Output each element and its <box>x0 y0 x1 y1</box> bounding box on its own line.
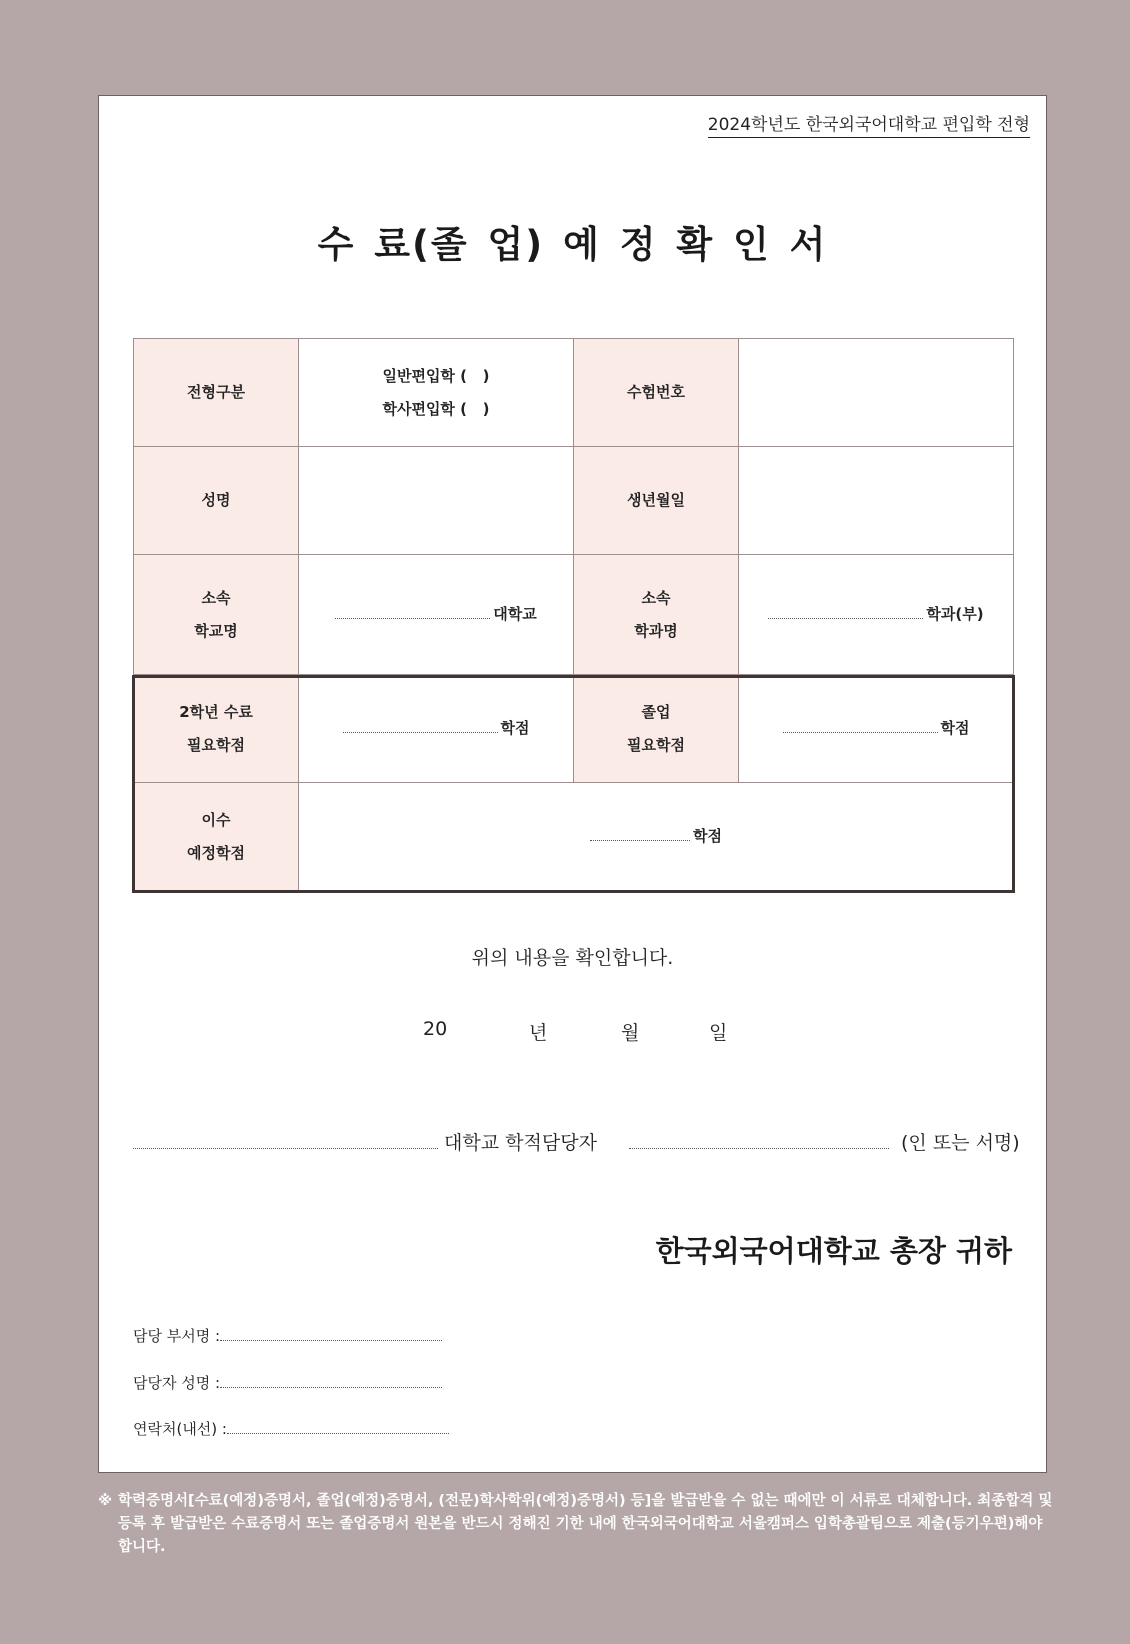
graduation-suffix: 학점 <box>940 719 970 737</box>
signature-line <box>133 1128 1020 1155</box>
expected-suffix: 학점 <box>693 827 722 845</box>
table-row <box>134 783 1014 891</box>
date-day-label: 일 <box>709 1022 728 1044</box>
label-admission-type: 전형구분 <box>134 339 299 447</box>
label-graduation-line2: 필요학점 <box>627 735 685 754</box>
seal-label: (인 또는 서명) <box>901 1132 1020 1154</box>
label-exam-number: 수험번호 <box>574 339 739 447</box>
confirm-statement: 위의 내용을 확인합니다. <box>471 947 674 969</box>
label-school-line1: 소속 <box>201 588 231 607</box>
admission-type-options[interactable] <box>299 339 574 447</box>
label-2nd-year-credits <box>134 675 299 783</box>
label-school-line2: 학교명 <box>194 621 238 640</box>
option-bachelor-transfer[interactable]: 학사편입학 ( ) <box>382 399 490 418</box>
date-month-label: 월 <box>621 1022 640 1044</box>
reference-mark-icon: ※ <box>98 1493 113 1509</box>
table-row <box>134 339 1014 447</box>
table-row <box>134 447 1014 555</box>
contact-phone <box>133 1417 449 1439</box>
staff-title: 대학교 학적담당자 <box>444 1132 597 1154</box>
date-year-label: 년 <box>529 1022 548 1044</box>
label-department-line2: 학과명 <box>634 621 678 640</box>
admission-header: 2024학년도 한국외국어대학교 편입학 전형 <box>708 110 1030 138</box>
table-row <box>134 675 1014 783</box>
label-2nd-year-line1: 2학년 수료 <box>179 702 253 721</box>
info-table <box>133 338 1014 891</box>
signature-dots[interactable] <box>629 1128 889 1149</box>
phone-dots[interactable] <box>227 1417 449 1434</box>
date-year-prefix: 20 <box>423 1018 448 1040</box>
birthdate-field[interactable] <box>739 447 1014 555</box>
department-dots <box>768 600 923 619</box>
document-title: 수 료(졸 업) 예 정 확 인 서 <box>317 223 828 266</box>
label-expected-credits <box>134 783 299 891</box>
contact-staff-name <box>133 1371 442 1393</box>
option-general-transfer[interactable]: 일반편입학 ( ) <box>382 366 490 385</box>
recipient: 한국외국어대학교 총장 귀하 <box>655 1234 1012 1268</box>
label-school <box>134 555 299 675</box>
school-name-dots[interactable] <box>133 1128 438 1149</box>
label-name: 성명 <box>134 447 299 555</box>
school-field[interactable] <box>299 555 574 675</box>
staff-name-dots[interactable] <box>220 1371 442 1388</box>
phone-label: 연락처(내선) : <box>133 1420 227 1438</box>
form-sheet <box>98 95 1047 1473</box>
label-department-line1: 소속 <box>641 588 671 607</box>
label-department <box>574 555 739 675</box>
school-suffix: 대학교 <box>493 605 537 623</box>
2nd-year-suffix: 학점 <box>500 719 530 737</box>
label-graduation-line1: 졸업 <box>641 702 671 721</box>
staff-name-label: 담당자 성명 : <box>133 1374 221 1392</box>
contact-department <box>133 1324 442 1346</box>
department-field[interactable] <box>739 555 1014 675</box>
table-row <box>134 555 1014 675</box>
label-expected-line2: 예정학점 <box>187 843 245 862</box>
2nd-year-dots <box>343 714 498 733</box>
name-field[interactable] <box>299 447 574 555</box>
exam-number-field[interactable] <box>739 339 1014 447</box>
school-dots <box>335 600 490 619</box>
graduation-dots <box>783 714 938 733</box>
label-birthdate: 생년월일 <box>574 447 739 555</box>
label-expected-line1: 이수 <box>201 810 231 829</box>
2nd-year-credits-field[interactable] <box>299 675 574 783</box>
expected-dots <box>590 822 690 841</box>
footnote-text: 학력증명서[수료(예정)증명서, 졸업(예정)증명서, (전문)학사학위(예정)증명서) 등]을 발급받을 수 없는 때에만 이 서류로 대체합니다. 최종합격 및 등록 후 발급받은 수료증명서 또는 졸업증명서 원본을 반드시 정해진 기한 내에 한국외국어대학교 서울캠퍼스 입학총괄팀으로 제출(등기우편)해야 합니다. <box>118 1493 1053 1555</box>
label-graduation-credits <box>574 675 739 783</box>
label-2nd-year-line2: 필요학점 <box>187 735 245 754</box>
department-label: 담당 부서명 : <box>133 1327 221 1345</box>
department-dots[interactable] <box>220 1324 442 1341</box>
department-suffix: 학과(부) <box>926 605 984 623</box>
graduation-credits-field[interactable] <box>739 675 1014 783</box>
expected-credits-field[interactable] <box>299 783 1014 891</box>
footnote <box>98 1490 1058 1559</box>
